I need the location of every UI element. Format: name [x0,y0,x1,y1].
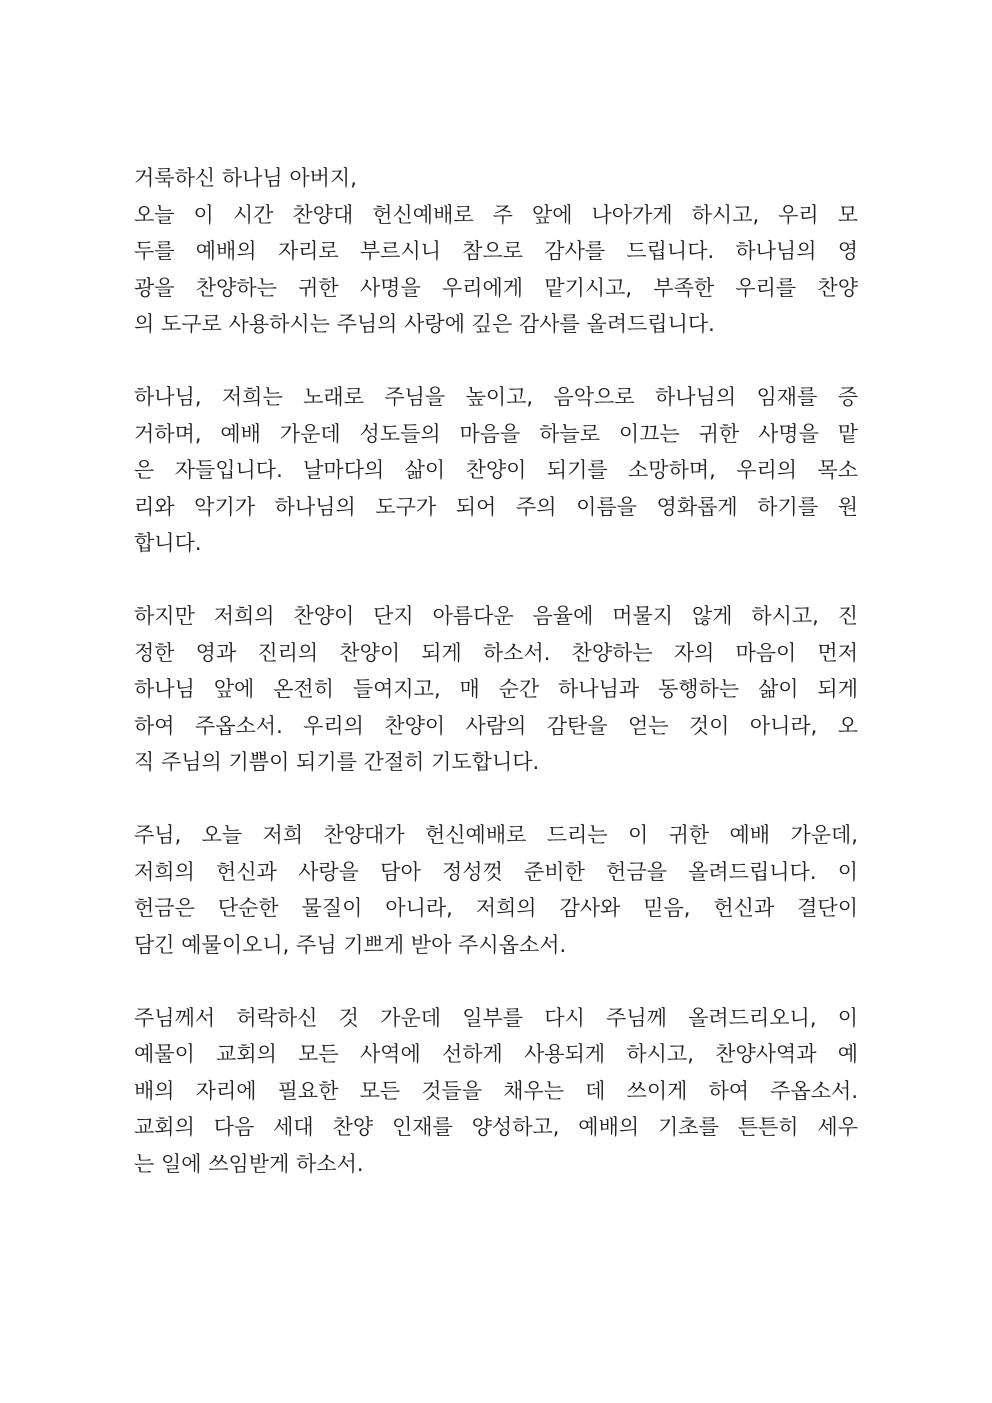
text-line: 오늘 이 시간 찬양대 헌신예배로 주 앞에 나아가게 하시고, 우리 모 [134,202,858,227]
text-line: 저희의 헌신과 사랑을 담아 정성껏 준비한 헌금을 올려드립니다. 이 [134,859,858,884]
text-line: 담긴 예물이오니, 주님 기쁘게 받아 주시옵소서. [134,932,567,957]
text-line: 하나님 앞에 온전히 들여지고, 매 순간 하나님과 동행하는 삶이 되게 [134,677,858,701]
text-line: 합니다. [134,531,202,555]
text-line: 두를 예배의 자리로 부르시니 참으로 감사를 드립니다. 하나님의 영 [134,239,858,263]
document-body [134,160,858,1219]
paragraph-3 [134,598,858,781]
text-line: 헌금은 단순한 물질이 아니라, 저희의 감사와 믿음, 헌신과 결단이 [134,896,858,920]
text-line: 거하며, 예배 가운데 성도들의 마음을 하늘로 이끄는 귀한 사명을 맡 [134,421,858,446]
text-line: 하지만 저희의 찬양이 단지 아름다운 음율에 머물지 않게 하시고, 진 [134,604,858,628]
paragraph-2 [134,379,858,562]
text-line: 예물이 교회의 모든 사역에 선하게 사용되게 하시고, 찬양사역과 예 [134,1042,858,1066]
text-line: 거룩하신 하나님 아버지, [134,166,357,190]
text-line: 주님께서 허락하신 것 가운데 일부를 다시 주님께 올려드리오니, 이 [134,1005,858,1030]
text-line: 배의 자리에 필요한 모든 것들을 채우는 데 쓰이게 하여 주옵소서. [134,1078,858,1103]
text-line: 는 일에 쓰임받게 하소서. [134,1151,364,1176]
text-line: 하여 주옵소서. 우리의 찬양이 사람의 감탄을 얻는 것이 아니라, 오 [134,713,858,738]
text-line: 하나님, 저희는 노래로 주님을 높이고, 음악으로 하나님의 임재를 증 [134,385,858,409]
paragraph-1 [134,160,858,343]
paragraph-5 [134,1000,858,1183]
text-line: 직 주님의 기쁨이 되기를 간절히 기도합니다. [134,750,540,774]
text-line: 주님, 오늘 저희 찬양대가 헌신예배로 드리는 이 귀한 예배 가운데, [134,823,858,847]
text-line: 은 자들입니다. 날마다의 삶이 찬양이 되기를 소망하며, 우리의 목소 [134,458,858,482]
text-line: 광을 찬양하는 귀한 사명을 우리에게 맡기시고, 부족한 우리를 찬양 [134,275,858,300]
paragraph-4 [134,817,858,963]
text-line: 리와 악기가 하나님의 도구가 되어 주의 이름을 영화롭게 하기를 원 [134,494,858,519]
text-line: 교회의 다음 세대 찬양 인재를 양성하고, 예배의 기초를 튼튼히 세우 [134,1115,858,1139]
text-line: 정한 영과 진리의 찬양이 되게 하소서. 찬양하는 자의 마음이 먼저 [134,640,858,665]
text-line: 의 도구로 사용하시는 주님의 사랑에 깊은 감사를 올려드립니다. [134,312,715,336]
